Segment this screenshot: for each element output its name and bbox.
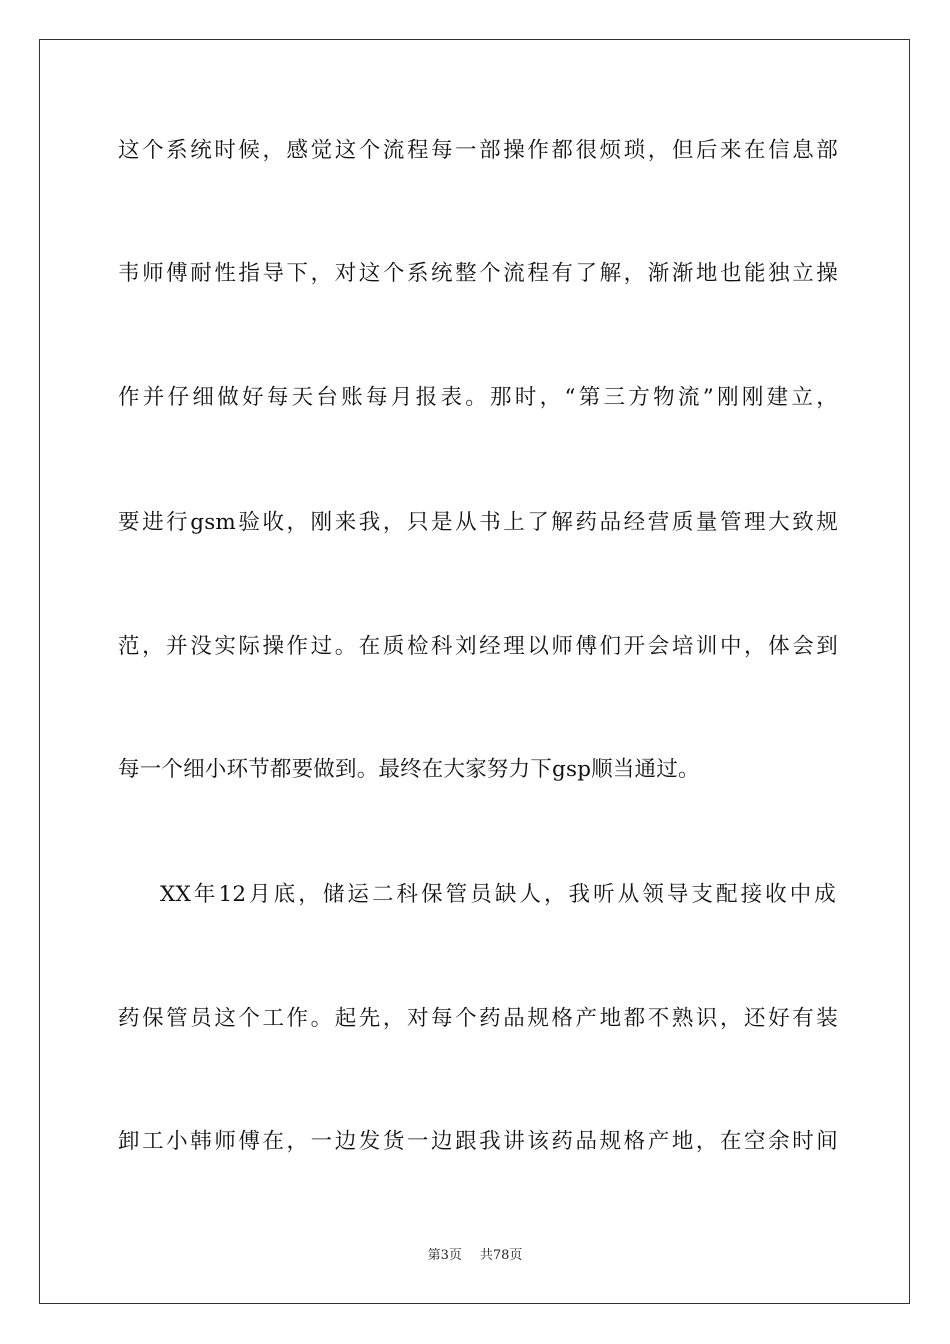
text-line-9: 卸工小韩师傅在，一边发货一边跟我讲该药品规格产地，在空余时间 bbox=[118, 1129, 838, 1154]
text-line-5: 范，并没实际操作过。在质检科刘经理以师傅们开会培训中，体会到 bbox=[118, 634, 838, 659]
page-total: 共78页 bbox=[479, 1248, 523, 1263]
text-line-7: XX年12月底，储运二科保管员缺人，我听从领导支配接收中成 bbox=[160, 882, 836, 907]
page-number: 第3页 bbox=[427, 1248, 462, 1263]
text-line-2: 韦师傅耐性指导下，对这个系统整个流程有了解，渐渐地也能独立操 bbox=[118, 261, 838, 286]
page-footer bbox=[0, 1247, 950, 1265]
text-line-8: 药保管员这个工作。起先，对每个药品规格产地都不熟识，还好有装 bbox=[118, 1006, 838, 1031]
page-border bbox=[39, 39, 910, 1304]
text-line-6: 每一个细小环节都要做到。最终在大家努力下gsp顺当通过。 bbox=[118, 757, 700, 782]
text-line-4: 要进行gsm验收，刚来我，只是从书上了解药品经营质量管理大致规 bbox=[118, 510, 838, 535]
text-line-1: 这个系统时候，感觉这个流程每一部操作都很烦琐，但后来在信息部 bbox=[118, 138, 838, 163]
text-line-3: 作并仔细做好每天台账每月报表。那时，“第三方物流”刚刚建立， bbox=[118, 385, 838, 410]
